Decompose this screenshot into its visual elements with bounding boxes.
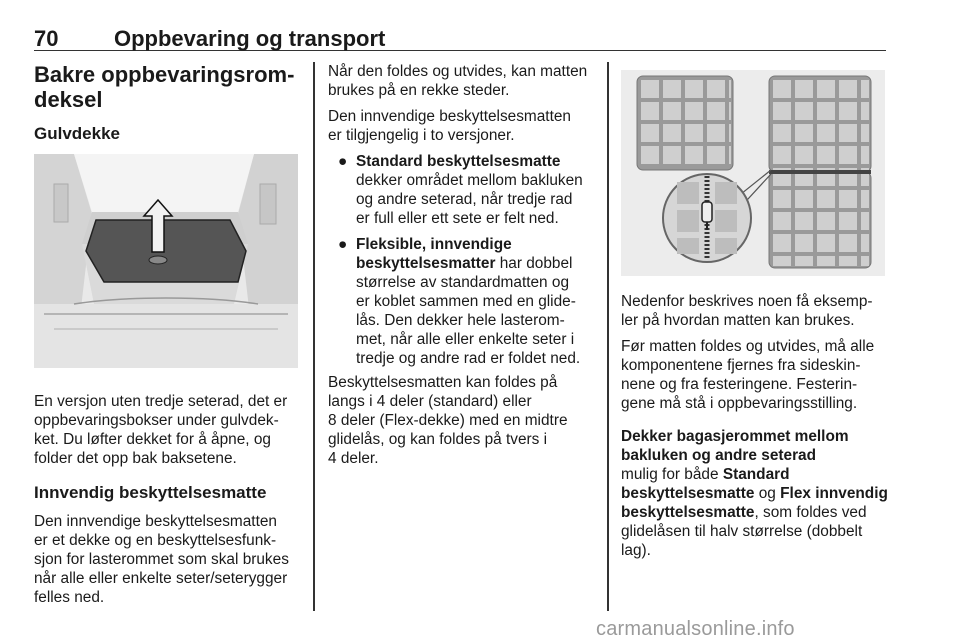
paragraph (328, 107, 600, 145)
text-line: komponentene fjernes fra sideskin- (621, 357, 861, 374)
text-line: brukes på en rekke steder. (328, 82, 510, 99)
paragraph (621, 292, 889, 330)
text-line: lås. Den dekker hele lasterom- (356, 312, 565, 329)
text-line: felles ned. (34, 589, 105, 606)
bold-term: beskyttelsesmatte (621, 504, 755, 521)
paragraph (621, 465, 889, 560)
text-line: Beskyttelsesmatten kan foldes på (328, 374, 558, 391)
text-line: Når den foldes og utvides, kan matten (328, 63, 588, 80)
column-divider (313, 62, 315, 611)
text-line: lag). (621, 542, 651, 559)
paragraph (621, 337, 889, 413)
text-line: ket. Du løfter dekket for å åpne, og (34, 431, 271, 448)
text-line: Nedenfor beskrives noen få eksemp- (621, 293, 873, 310)
bullet-bold-text: beskyttelsesmatter (356, 255, 496, 272)
section-title-line: Bakre oppbevaringsrom- (34, 62, 295, 87)
section-title-line: deksel (34, 87, 103, 112)
text-line: glidelåsen til halv størrelse (dobbelt (621, 523, 863, 540)
text-line: folder det opp bak baksetene. (34, 450, 237, 467)
text-line: bakluken og andre seterad (621, 447, 817, 464)
bold-term: Flex innvendig (780, 485, 888, 502)
column-divider (607, 62, 609, 611)
text-line: er koblet sammen med en glide- (356, 293, 576, 310)
text-line: når alle eller enkelte seter/seterygger (34, 570, 288, 587)
paragraph (328, 373, 600, 468)
bullet-bold-text: Fleksible, innvendige (356, 236, 512, 253)
bullet-icon: ● (338, 153, 348, 170)
paragraph (328, 62, 600, 100)
section-title (34, 62, 300, 112)
paragraph (34, 392, 300, 468)
text-line: er full eller ett sete er felt ned. (356, 210, 559, 227)
text-line: Den innvendige beskyttelsesmatten (328, 108, 571, 125)
text-line: ler på hvordan matten kan brukes. (621, 312, 855, 329)
text-line: 8 deler (Flex-dekke) med en midtre (328, 412, 568, 429)
column-3 (621, 292, 889, 560)
text-line: gene må stå i oppbevaringsstilling. (621, 395, 858, 412)
bullet-bold-text: Standard beskyttelsesmatte (356, 153, 561, 170)
column-2 (328, 62, 600, 468)
running-title: Oppbevaring og transport (114, 26, 386, 51)
bold-term: beskyttelsesmatte (621, 485, 755, 502)
text-line: Dekker bagasjerommet mellom (621, 428, 849, 445)
subsection-title (621, 427, 889, 465)
paragraph (34, 512, 300, 607)
text-fragment: har dobbel (495, 255, 573, 272)
text-line: 4 deler. (328, 450, 379, 467)
text-line: tredje og andre rad er foldet ned. (356, 350, 581, 367)
text-fragment: mulig for både (621, 466, 723, 483)
text-line: oppbevaringsbokser under gulvdek- (34, 412, 279, 429)
text-line: En versjon uten tredje seterad, det er (34, 393, 288, 410)
text-line: Før matten foldes og utvides, må alle (621, 338, 875, 355)
bold-term: Standard (722, 466, 790, 483)
protective-mat-illustration (621, 70, 885, 276)
subsection-title: Gulvdekke (34, 124, 120, 143)
bullet-item (328, 152, 600, 228)
text-line: Den innvendige beskyttelsesmatten (34, 513, 277, 530)
text-line: langs i 4 deler (standard) eller (328, 393, 532, 410)
text-line: sjon for lasterommet som skal brukes (34, 551, 289, 568)
text-fragment: og (754, 485, 781, 502)
text-line: glidelås, og kan foldes på tvers i (328, 431, 548, 448)
cargo-floor-cover-illustration (34, 154, 298, 368)
watermark: carmanualsonline.info (596, 618, 795, 640)
text-line: nene og fra festeringene. Festerin- (621, 376, 858, 393)
text-fragment: , som foldes ved (754, 504, 867, 521)
text-line: er et dekke og en beskyttelsesfunk- (34, 532, 277, 549)
page-number: 70 (34, 26, 59, 51)
text-line: dekker området mellom bakluken (356, 172, 583, 189)
subsection-title: Innvendig beskyttelsesmatte (34, 483, 267, 502)
text-line: met, når alle eller enkelte seter i (356, 331, 575, 348)
page-header (34, 26, 886, 51)
text-line: og andre seterad, når tredje rad (356, 191, 573, 208)
bullet-icon: ● (338, 236, 348, 253)
bullet-item (328, 235, 600, 368)
text-line: er tilgjengelig i to versjoner. (328, 127, 515, 144)
text-line: størrelse av standardmatten og (356, 274, 570, 291)
